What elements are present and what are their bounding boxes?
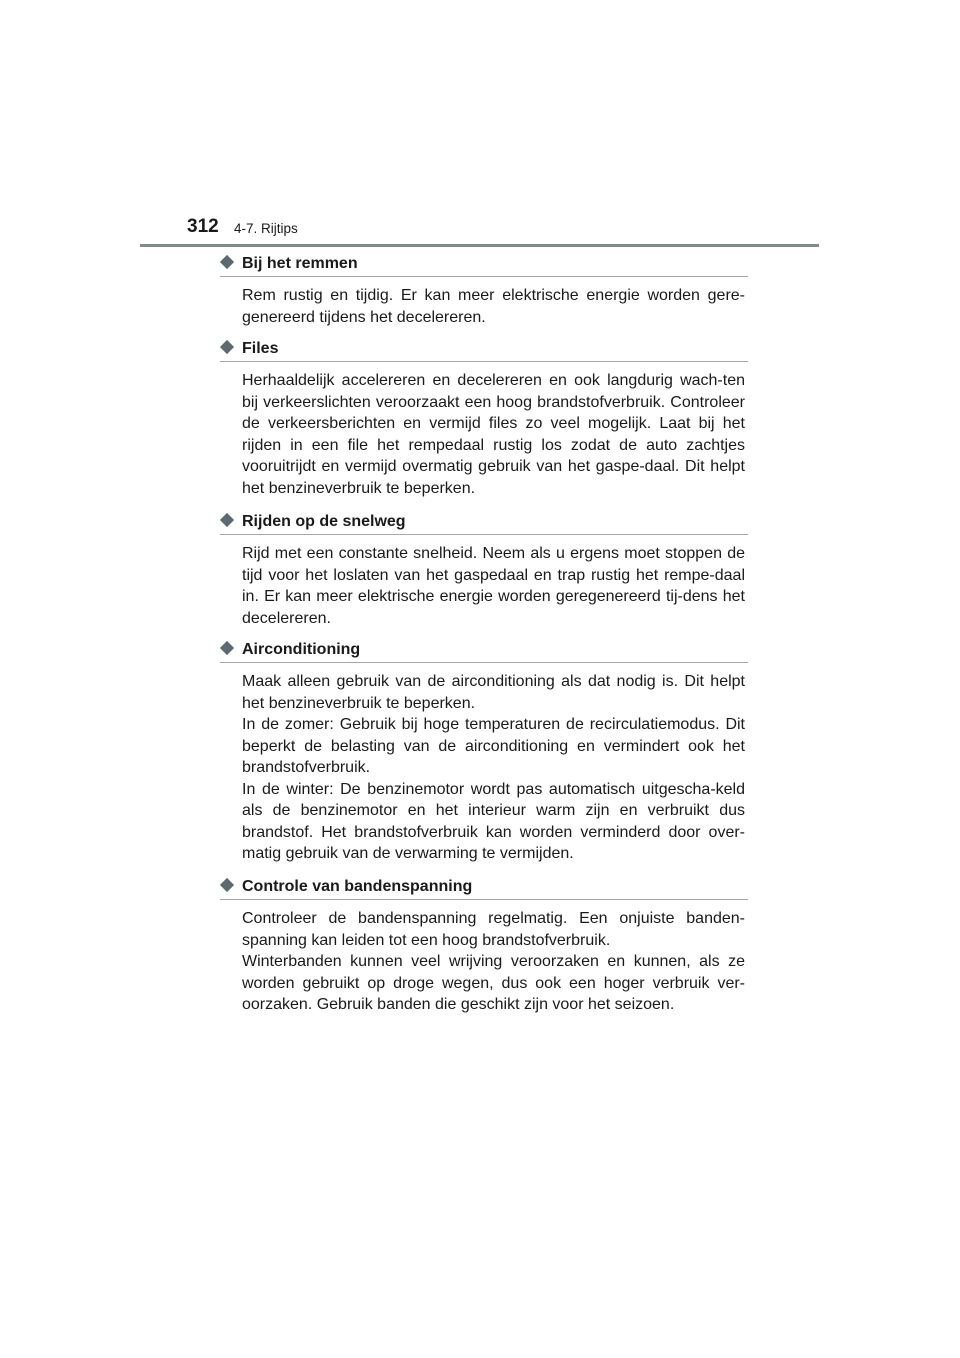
paragraph: Herhaaldelijk accelereren en decelereren en ook langdurig wach-ten bij verkeerslichten veroorzaakt een hoog brandstofverbruik. Controleer de verkeersberichten en vermijd files zo veel mogelijk. Laat bij het rijden in een file het rempedaal rustig los zodat de auto zachtjes vooruitrijdt en vermijd overmatig gebruik van het gaspe-daal. Dit helpt het benzineverbruik te beperken. xyxy=(242,372,745,497)
section-title-text: Rijden op de snelweg xyxy=(242,513,406,530)
chapter-title: 4-7. Rijtips xyxy=(234,221,298,236)
section-body xyxy=(242,671,745,865)
diamond-bullet-icon xyxy=(220,641,234,655)
section-title xyxy=(220,336,748,362)
paragraph: Rijd met een constante snelheid. Neem als u ergens moet stoppen de tijd voor het loslaten van het gaspedaal en trap rustig het rempe-daal in. Er kan meer elektrische energie worden geregenereerd tij-dens het decelereren. xyxy=(242,545,745,627)
section-body xyxy=(242,543,745,629)
section-title xyxy=(220,637,748,663)
section-airconditioning xyxy=(220,637,748,874)
diamond-bullet-icon xyxy=(220,878,234,892)
main-content xyxy=(220,251,748,1024)
section-rijden-op-de-snelweg xyxy=(220,509,748,637)
section-body xyxy=(242,285,745,328)
section-title-text: Controle van bandenspanning xyxy=(242,878,473,895)
page-header xyxy=(187,214,819,248)
section-title-text: Bij het remmen xyxy=(242,255,358,272)
section-title-text: Airconditioning xyxy=(242,641,361,658)
paragraph: Controleer de bandenspanning regelmatig. Een onjuiste banden-spanning kan leiden tot een hoog brandstofverbruik. xyxy=(242,910,745,949)
paragraph: In de zomer: Gebruik bij hoge temperaturen de recirculatiemodus. Dit beperkt de belasting van de airconditioning en vermindert ook het brandstofverbruik. xyxy=(242,716,745,776)
diamond-bullet-icon xyxy=(220,255,234,269)
section-title xyxy=(220,874,748,900)
paragraph: In de winter: De benzinemotor wordt pas automatisch uitgescha-keld als de benzinemotor en het interieur warm zijn en verbruikt dus brandstof. Het brandstofverbruik kan worden verminderd door over-matig gebruik van de verwarming te vermijden. xyxy=(242,780,745,862)
diamond-bullet-icon xyxy=(220,513,234,527)
paragraph: Winterbanden kunnen veel wrijving veroorzaken en kunnen, als ze worden gebruikt op droge wegen, dus ook een hoger verbruik ver-oorzaken. Gebruik banden die geschikt zijn voor het seizoen. xyxy=(242,953,745,1013)
section-body xyxy=(242,908,745,1016)
section-body xyxy=(242,370,745,499)
paragraph: Rem rustig en tijdig. Er kan meer elektrische energie worden gere-genereerd tijdens het decelereren. xyxy=(242,287,745,326)
diamond-bullet-icon xyxy=(220,340,234,354)
paragraph: Maak alleen gebruik van de airconditioning als dat nodig is. Dit helpt het benzineverbruik te beperken. xyxy=(242,673,745,712)
section-title-text: Files xyxy=(242,340,279,357)
section-title xyxy=(220,509,748,535)
header-rule xyxy=(140,244,819,247)
section-title xyxy=(220,251,748,277)
section-controle-van-bandenspanning xyxy=(220,874,748,1024)
section-files xyxy=(220,336,748,509)
section-bij-het-remmen xyxy=(220,251,748,336)
page-number: 312 xyxy=(187,216,219,237)
